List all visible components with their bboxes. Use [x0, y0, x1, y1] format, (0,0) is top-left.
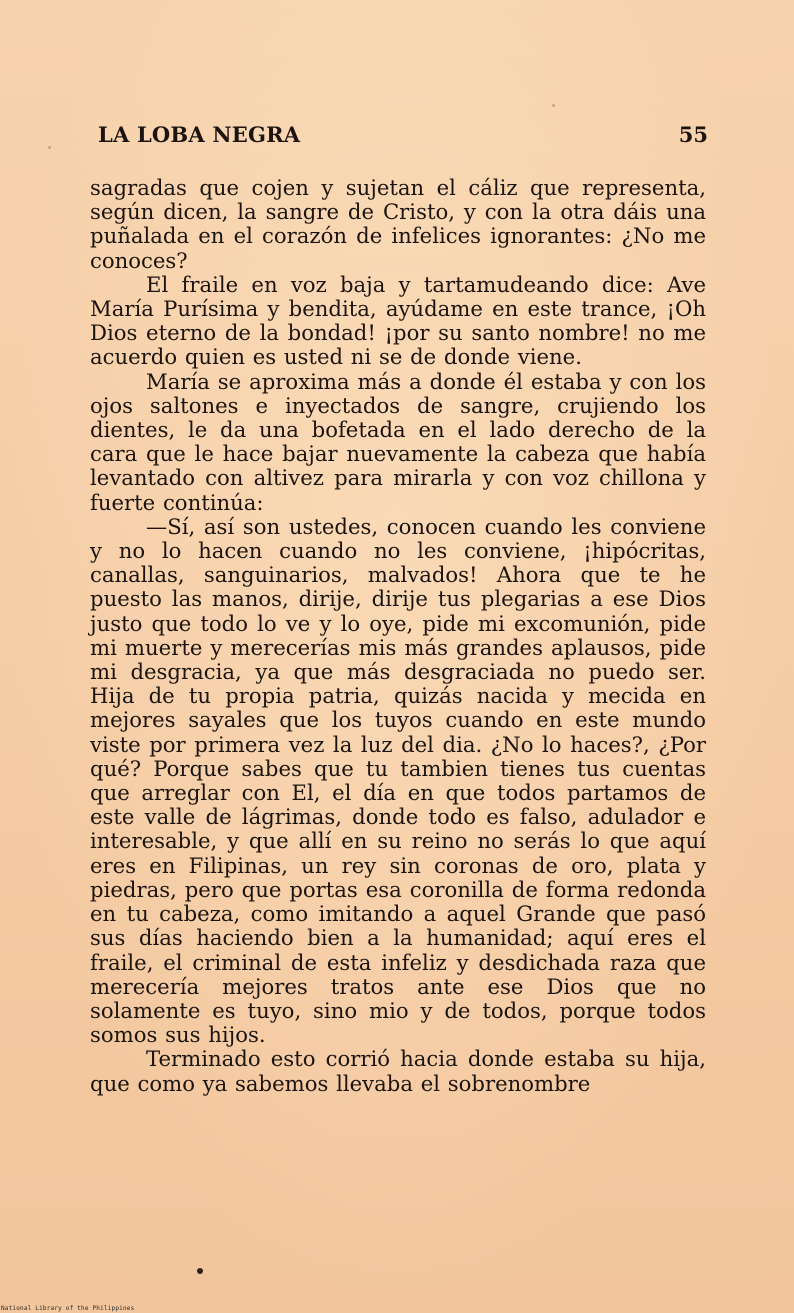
library-credit: National Library of the Philippines	[1, 1305, 135, 1312]
paragraph: María se aproxima más a donde él estaba y con los ojos saltones e inyectados de sangre, crujiendo los dientes, le da una bofetada en el lado derecho de la cara que le hace bajar nuevamente la cabeza que había levantado con altivez para mirarla y con voz chillona y fuerte continúa:	[90, 368, 706, 515]
page-body	[90, 176, 706, 1096]
running-title: LA LOBA NEGRA	[98, 122, 301, 147]
paper-speck	[48, 146, 51, 149]
page-header	[98, 122, 708, 156]
ink-dot	[197, 1268, 203, 1274]
paper-speck	[552, 104, 555, 107]
paper-speck	[372, 387, 375, 390]
paragraph: Terminado esto corrió hacia donde estaba su hija, que como ya sabemos llevaba el sobrenombre	[90, 1046, 706, 1096]
paragraph-continued: sagradas que cojen y sujetan el cáliz que representa, según dicen, la sangre de Cristo, y con la otra dáis una puñalada en el corazón de infelices ignorantes: ¿No me conoces?	[90, 175, 706, 273]
paragraph: —Sí, así son ustedes, conocen cuando les conviene y no lo hacen cuando no les conviene, ¡hipócritas, canallas, sanguinarios, malvados! Ahora que te he puesto las manos, dirije, dirije tus plegarias a ese Dios justo que todo lo ve y lo oye, pide mi excomunión, pide mi muerte y merecerías mis más grandes aplausos, pide mi desgracia, ya que más desgraciada no puedo ser. Hija de tu propia patria, quizás nacida y mecida en mejores sayales que los tuyos cuando en este mundo viste por primera vez la luz del dia. ¿No lo haces?, ¿Por qué? Porque sabes que tu tambien tienes tus cuentas que arreglar con El, el día en que todos partamos de este valle de lágrimas, donde todo es falso, adulador e interesable, y que allí en su reino no serás lo que aquí eres en Filipinas, un rey sin coronas de oro, plata y piedras, pero que portas esa coronilla de forma redonda en tu cabeza, como imitando a aquel Grande que pasó sus días haciendo bien a la humanidad; aquí eres el fraile, el criminal de esta infeliz y desdichada raza que merecería mejores tratos ante ese Dios que no solamente es tuyo, sino mio y de todos, porque todos somos sus hijos.	[90, 513, 706, 1048]
paragraph: El fraile en voz baja y tartamudeando dice: Ave María Purísima y bendita, ayúdame en este trance, ¡Oh Dios eterno de la bondad! ¡por su santo nombre! no me acuerdo quien es usted ni se de donde viene.	[90, 271, 706, 370]
page-number: 55	[678, 122, 708, 147]
